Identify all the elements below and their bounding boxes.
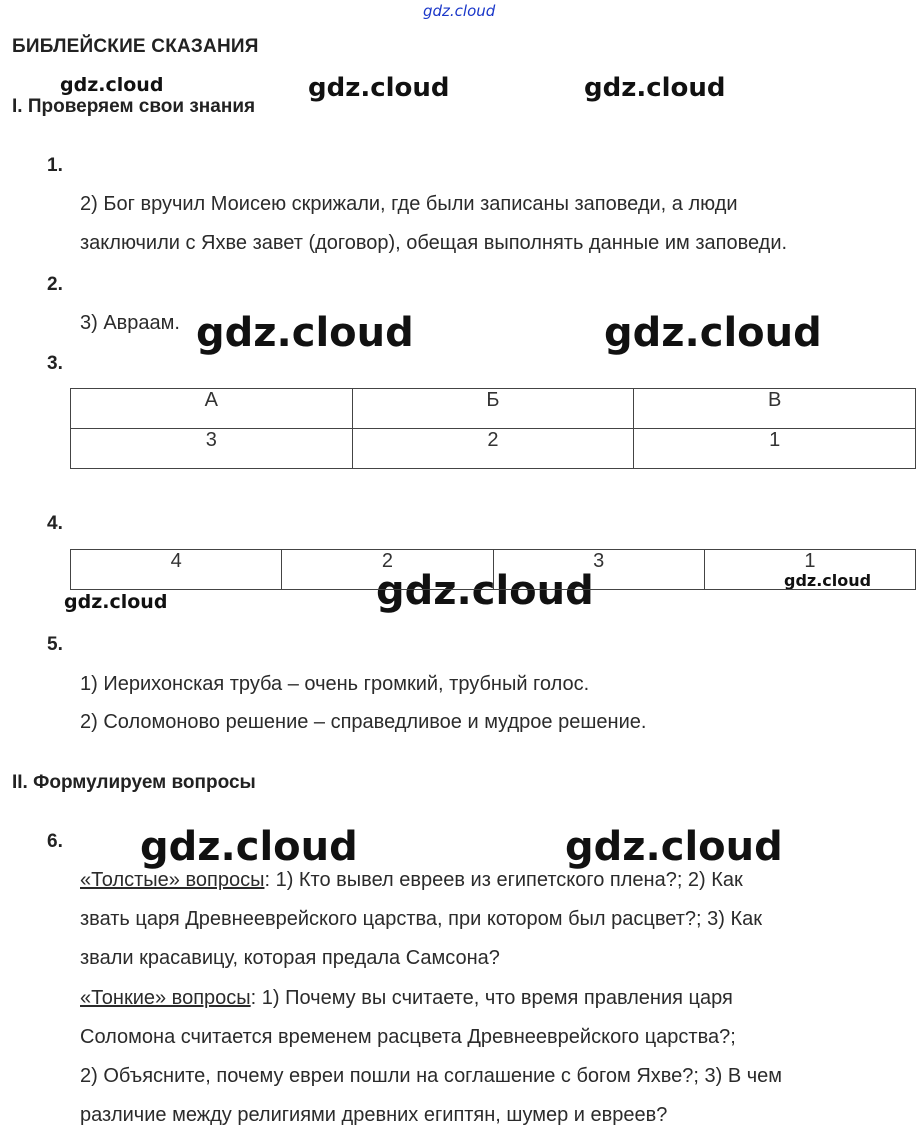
table-header-cell: В xyxy=(634,389,916,429)
watermark: gdz.cloud xyxy=(565,824,783,870)
answer-6-line-7: различие между религиями древних египтян, шумер и евреев? xyxy=(80,1104,668,1126)
thin-questions-text: : 1) Почему вы считаете, что время правления царя xyxy=(250,987,733,1009)
answer-5-line-2: 2) Соломоново решение – справедливое и мудрое решение. xyxy=(80,711,647,733)
question-number-5: 5. xyxy=(47,634,63,655)
answer-6-line-5: Соломона считается временем расцвета Древнееврейского царства?; xyxy=(80,1026,736,1048)
watermark: gdz.cloud xyxy=(64,591,168,613)
question-number-4: 4. xyxy=(47,513,63,534)
section-heading-questions: II. Формулируем вопросы xyxy=(12,772,256,793)
watermark: gdz.cloud xyxy=(584,73,726,103)
page-title: БИБЛЕЙСКИЕ СКАЗАНИЯ xyxy=(12,36,259,57)
table-cell: 2 xyxy=(352,429,634,469)
section-heading-knowledge: I. Проверяем свои знания xyxy=(12,96,256,117)
watermark-top: gdz.cloud xyxy=(423,2,496,20)
thick-questions-label: «Толстые» вопросы xyxy=(80,869,265,891)
answer-6-line-6: 2) Объясните, почему евреи пошли на соглашение с богом Яхве?; 3) В чем xyxy=(80,1065,783,1087)
table-header-cell: Б xyxy=(352,389,634,429)
table-cell: 4 xyxy=(71,550,282,590)
watermark: gdz.cloud xyxy=(308,73,450,103)
answer-1-line-1: 2) Бог вручил Моисею скрижали, где были записаны заповеди, а люди xyxy=(80,193,738,215)
answer-3-table xyxy=(70,388,916,469)
watermark: gdz.cloud xyxy=(784,571,872,590)
thin-questions-label: «Тонкие» вопросы xyxy=(80,987,251,1009)
question-number-2: 2. xyxy=(47,274,63,295)
watermark: gdz.cloud xyxy=(196,310,414,356)
answer-6-line-1 xyxy=(80,861,743,900)
table-cell: 3 xyxy=(71,429,353,469)
watermark: gdz.cloud xyxy=(60,74,164,96)
question-number-6: 6. xyxy=(47,831,63,852)
answer-6-line-4 xyxy=(80,979,733,1018)
answer-6-line-3: звали красавицу, которая предала Самсона? xyxy=(80,947,500,969)
answer-2: 3) Авраам. xyxy=(80,312,180,334)
watermark: gdz.cloud xyxy=(140,824,358,870)
answer-5-line-1: 1) Иерихонская труба – очень громкий, трубный голос. xyxy=(80,673,590,695)
question-number-3: 3. xyxy=(47,353,63,374)
answer-4-table xyxy=(70,549,916,590)
answer-1-line-2: заключили с Яхве завет (договор), обещая выполнять данные им заповеди. xyxy=(80,232,788,254)
table-cell: 1 xyxy=(634,429,916,469)
question-number-1: 1. xyxy=(47,155,63,176)
table-cell: 1 xyxy=(704,550,915,590)
watermark: gdz.cloud xyxy=(604,310,822,356)
table-header-cell: А xyxy=(71,389,353,429)
table-cell: 2 xyxy=(282,550,493,590)
table-cell: 3 xyxy=(493,550,704,590)
watermark: gdz.cloud xyxy=(376,568,594,614)
thick-questions-text: : 1) Кто вывел евреев из египетского плена?; 2) Как xyxy=(264,869,743,891)
answer-6-line-2: звать царя Древнееврейского царства, при котором был расцвет?; 3) Как xyxy=(80,908,762,930)
